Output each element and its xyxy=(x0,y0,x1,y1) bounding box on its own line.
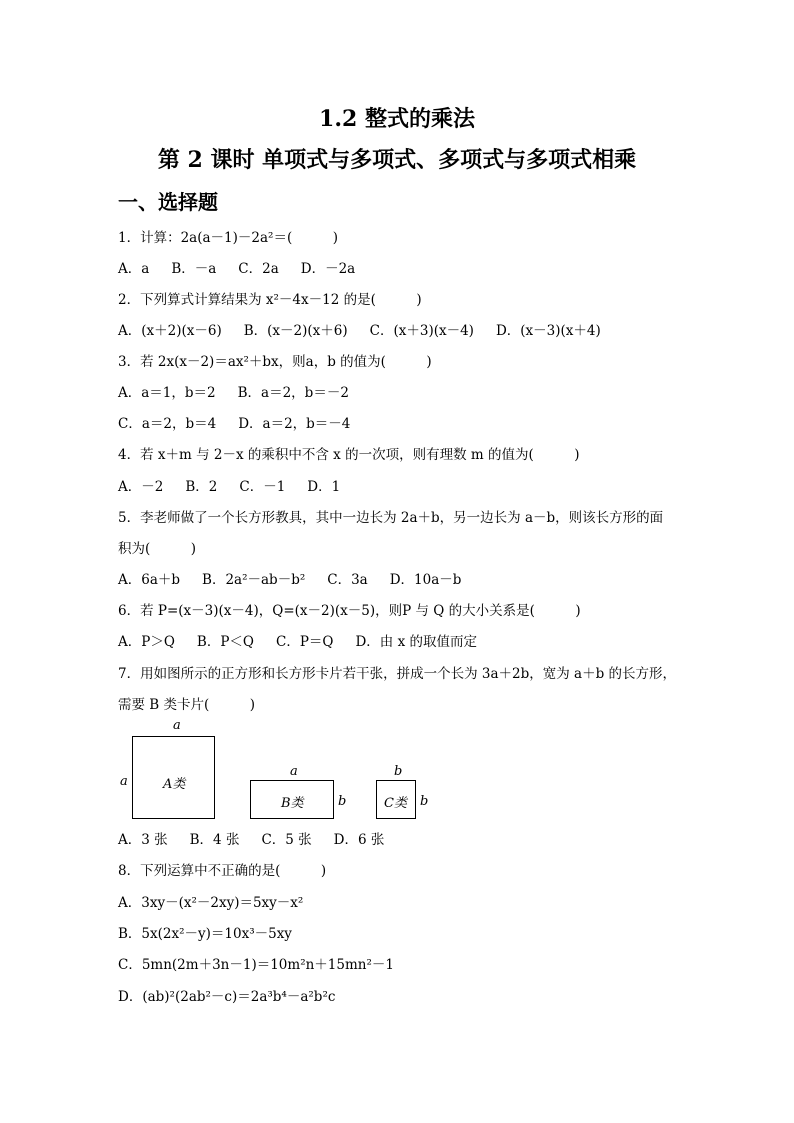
q1-option-d: D．－2a xyxy=(300,261,356,277)
a-card xyxy=(132,736,215,819)
b-card-label: B类 xyxy=(281,796,304,811)
question-7-stem-line1: 7．用如图所示的正方形和长方形卡片若干张，拼成一个长为 3a＋2b，宽为 a＋b 的长方形， xyxy=(118,666,677,682)
q3-option-a: A．a＝1，b＝2 xyxy=(118,385,216,401)
question-7-options xyxy=(118,831,406,849)
question-4-options xyxy=(118,478,362,496)
q2-option-b: B．(x－2)(x＋6) xyxy=(243,323,348,339)
q3-option-b: B．a＝2，b＝－2 xyxy=(237,385,349,401)
q4-option-b: B．2 xyxy=(185,479,218,495)
q5-option-a: A．6a＋b xyxy=(118,572,181,588)
question-8-stem: 8．下列运算中不正确的是( ) xyxy=(118,863,327,879)
q7-option-d: D．6 张 xyxy=(333,832,385,848)
q2-option-c: C．(x＋3)(x－4) xyxy=(369,323,474,339)
q6-option-a: A．P＞Q xyxy=(118,634,175,650)
c-card-side-label: b xyxy=(420,794,429,809)
q1-option-b: B．－a xyxy=(171,261,217,277)
b-card-side-label: b xyxy=(338,794,347,809)
q4-option-a: A．－2 xyxy=(118,479,164,495)
q8-option-d: D．(ab)²(2ab²－c)＝2a³b⁴－a²b²c xyxy=(118,989,336,1005)
question-5-options xyxy=(118,571,483,589)
q8-option-c: C．5mn(2m＋3n－1)＝10m²n＋15mn²－1 xyxy=(118,957,394,973)
question-1-stem: 1．计算：2a(a－1)－2a²＝( ) xyxy=(118,230,338,246)
question-3-stem: 3．若 2x(x－2)＝ax²＋bx，则a，b 的值为( ) xyxy=(118,354,432,370)
q3-option-d: D．a＝2，b＝－4 xyxy=(238,416,351,432)
q7-option-a: A．3 张 xyxy=(118,832,168,848)
a-card-top-label: a xyxy=(173,718,181,733)
q8-option-a: A．3xy－(x²－2xy)＝5xy－x² xyxy=(118,895,304,911)
question-2-options xyxy=(118,322,623,340)
question-5-stem-line1: 5．李老师做了一个长方形教具，其中一边长为 2a＋b，另一边长为 a－b，则该长方形的面 xyxy=(118,510,664,526)
b-card xyxy=(250,780,334,819)
page-title: 1.2 整式的乘法 xyxy=(319,106,475,132)
q1-option-a: A．a xyxy=(118,261,150,277)
page-subtitle: 第 2 课时 单项式与多项式、多项式与多项式相乘 xyxy=(157,147,637,173)
question-4-stem: 4．若 x＋m 与 2－x 的乘积中不含 x 的一次项，则有理数 m 的值为( ) xyxy=(118,447,580,463)
a-card-side-label: a xyxy=(120,774,128,789)
q6-option-c: C．P＝Q xyxy=(275,634,334,650)
q4-option-d: D．1 xyxy=(307,479,341,495)
a-card-label: A类 xyxy=(163,777,186,792)
question-7-stem-line2: 需要 B 类卡片( ) xyxy=(118,697,256,713)
c-card-label: C类 xyxy=(384,796,407,811)
q3-option-c: C．a＝2，b＝4 xyxy=(118,416,217,432)
question-6-stem: 6．若 P=(x－3)(x－4)，Q=(x－2)(x－5)，则P 与 Q 的大小关系是( ) xyxy=(118,603,581,619)
q2-option-d: D．(x－3)(x＋4) xyxy=(495,323,601,339)
q6-option-b: B．P＜Q xyxy=(196,634,254,650)
q6-option-d: D．由 x 的取值而定 xyxy=(355,634,477,650)
q8-option-b: B．5x(2x²－y)＝10x³－5xy xyxy=(118,926,292,942)
question-1-options xyxy=(118,260,377,278)
q5-option-d: D．10a－b xyxy=(389,572,462,588)
c-card xyxy=(376,780,416,819)
q5-option-b: B．2a²－ab－b² xyxy=(202,572,306,588)
q4-option-c: C．－1 xyxy=(239,479,286,495)
q5-option-c: C．3a xyxy=(327,572,368,588)
q7-option-b: B．4 张 xyxy=(189,832,240,848)
question-3-options-row2 xyxy=(118,415,372,433)
question-6-options xyxy=(118,633,499,651)
c-card-top-label: b xyxy=(394,764,403,779)
q2-option-a: A．(x＋2)(x－6) xyxy=(118,323,222,339)
b-card-top-label: a xyxy=(290,764,298,779)
q1-option-c: C．2a xyxy=(238,261,279,277)
section-title: 一、选择题 xyxy=(118,190,218,214)
question-2-stem: 2．下列算式计算结果为 x²－4x－12 的是( ) xyxy=(118,292,422,308)
question-5-stem-line2: 积为( ) xyxy=(118,541,197,557)
card-figure xyxy=(118,718,458,822)
question-3-options-row1 xyxy=(118,384,371,402)
q7-option-c: C．5 张 xyxy=(261,832,312,848)
